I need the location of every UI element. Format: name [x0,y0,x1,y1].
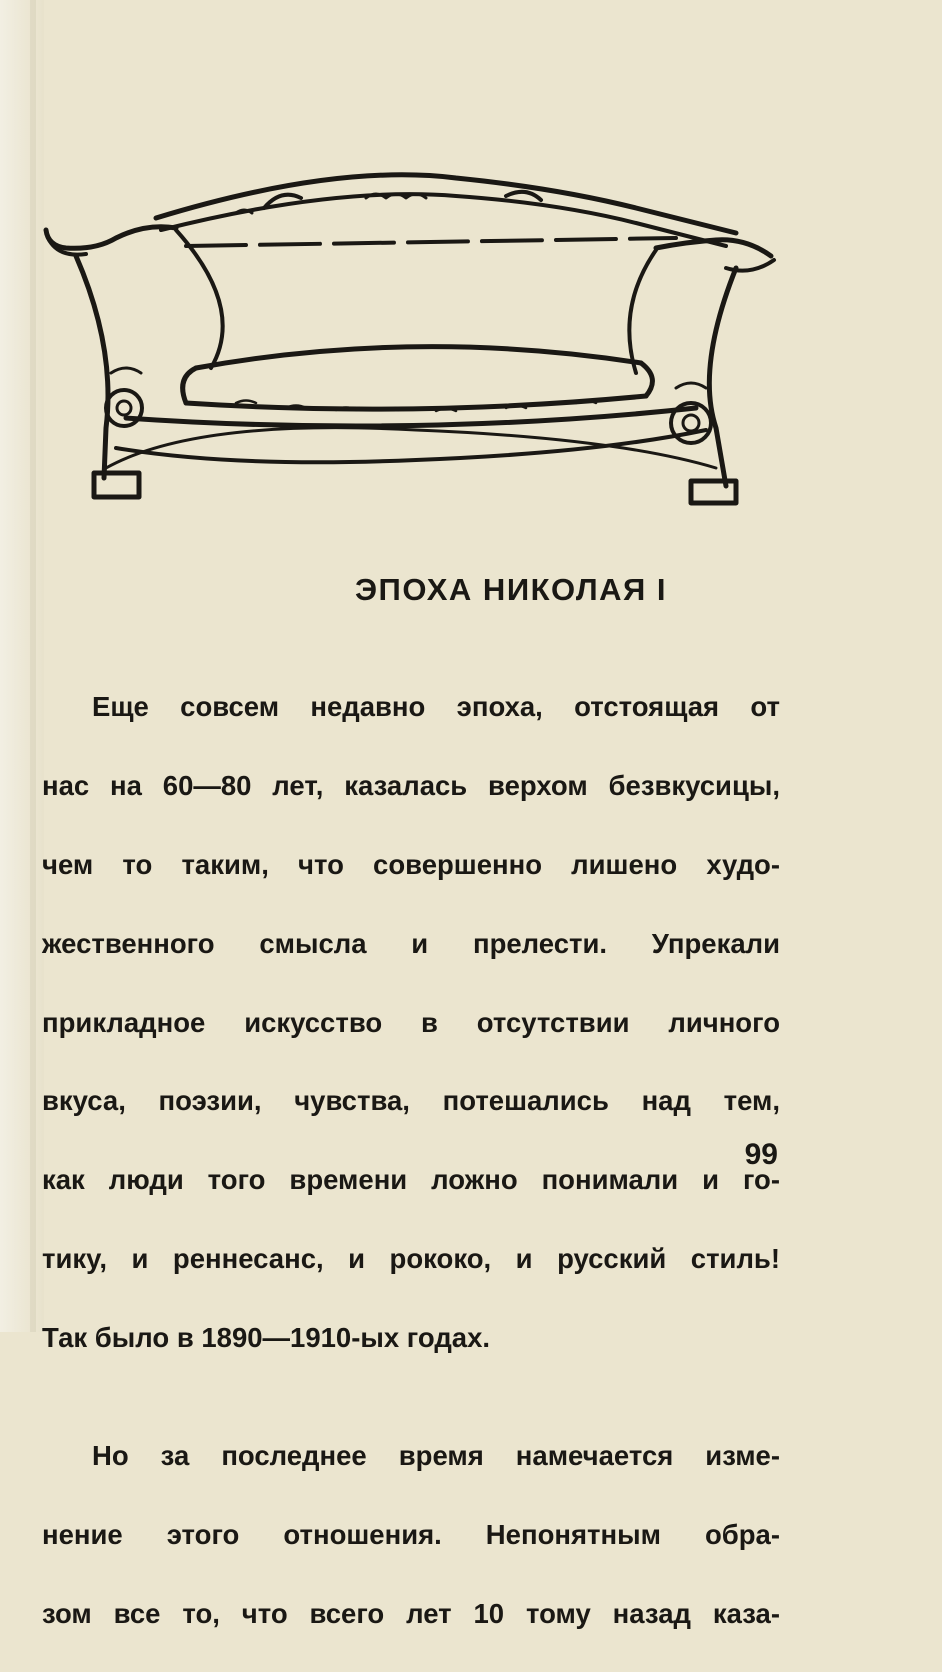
sofa-illustration-icon [36,168,796,508]
page-number: 99 [744,1138,778,1171]
chapter-title: ЭПОХА НИКОЛАЯ I [354,572,668,607]
text-line: прикладное искусство в отсутствии личного [42,1006,780,1038]
text-line: чем то таким, что совершенно лишено худо- [42,849,780,880]
body-text [42,648,780,1672]
sofa-illustration [36,168,796,508]
text-line: вкуса, поэзии, чувства, потешались над тем, [42,1085,780,1117]
text-line: нас на 60—80 лет, казалась верхом безвкусицы, [42,770,780,802]
paragraph-2 [42,1397,780,1672]
text-line: зом все то, что всего лет 10 тому назад каза- [42,1597,780,1629]
text-line: нение этого отношения. Непонятным обра- [42,1518,780,1550]
text-line: Так было в 1890—1910-ых годах. [42,1321,491,1353]
paragraph-1 [42,648,780,1397]
text-line: Еще совсем недавно эпоха, отстоящая от [92,691,780,723]
text-line: жественного смысла и прелести. Упрекали [42,927,780,959]
text-line: Но за последнее время намечается изме- [92,1439,780,1471]
text-line: как люди того времени ложно понимали и го- [42,1164,780,1196]
text-line: тику, и реннесанс, и рококо, и русский стиль! [42,1242,780,1274]
